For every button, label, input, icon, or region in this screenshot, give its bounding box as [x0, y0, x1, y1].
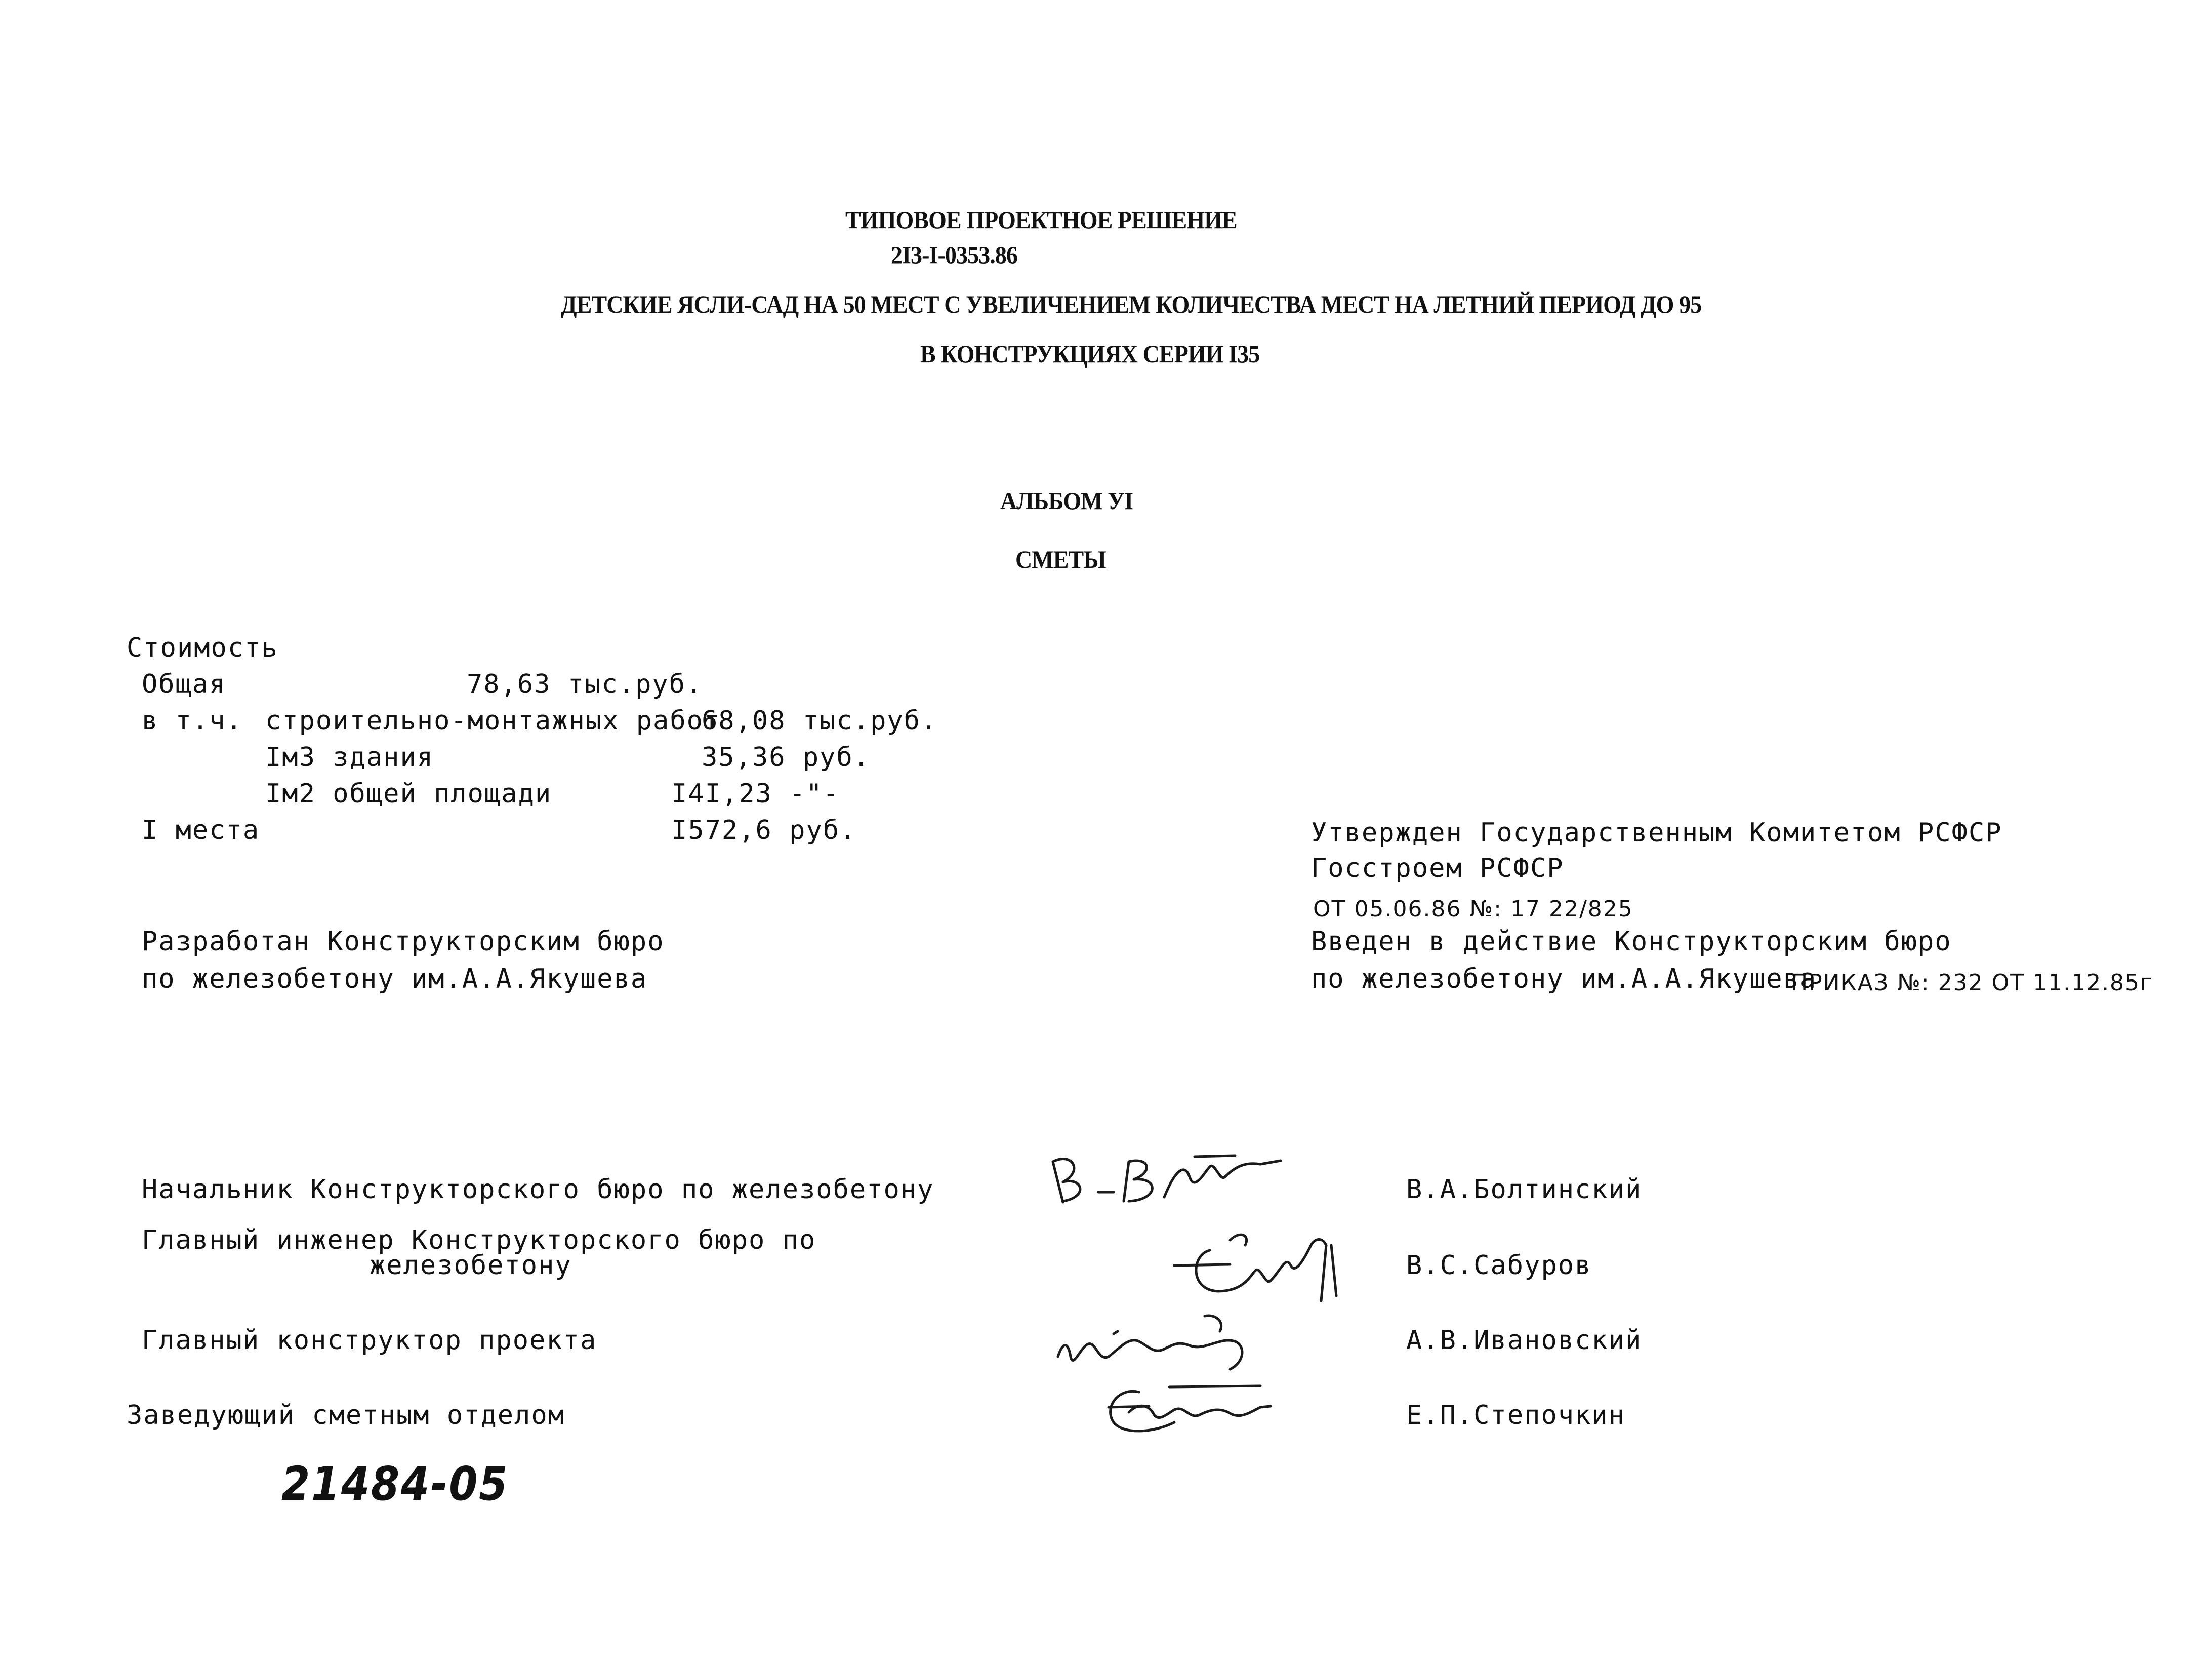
approval-line-2: Госстроем РСФСР [1311, 853, 1564, 883]
signature-saburov [1169, 1225, 1357, 1306]
signatory-name: Е.П.Степочкин [1406, 1400, 1625, 1431]
signatory-name: А.В.Ивановский [1406, 1325, 1643, 1356]
section-title: СМЕТЫ [1015, 545, 1106, 574]
document-number: 21484-05 [281, 1457, 509, 1511]
signatory-role: Главный конструктор проекта [142, 1325, 597, 1356]
signatory-role: Начальник Конструкторского бюро по железобетону [142, 1174, 934, 1205]
approval-order-note: ПРИКАЗ №: 232 ОТ 11.12.85г [1791, 970, 2153, 996]
developer-line-2: по железобетону им.А.А.Якушева [142, 964, 648, 994]
developer-line-1: Разработан Конструкторским бюро [142, 926, 665, 957]
cost-incl-desc: строительно-монтажных работ [265, 706, 721, 736]
cost-incl-value: 68,08 тыс.руб. [702, 706, 938, 736]
project-code: 2I3-I-0353.86 [891, 240, 1017, 269]
approval-line-3: Введен в действие Конструкторским бюро [1311, 926, 1952, 957]
cost-m2-label: Iм2 общей площади [265, 779, 552, 809]
album-number: АЛЬБОМ УI [1000, 486, 1133, 515]
cost-m3-value: 35,36 руб. [702, 742, 871, 772]
signature-stepochkin [1098, 1377, 1281, 1443]
project-title: ДЕТСКИЕ ЯСЛИ-САД НА 50 МЕСТ С УВЕЛИЧЕНИЕМ КОЛИЧЕСТВА МЕСТ НА ЛЕТНИЙ ПЕРИОД ДО 95 [561, 290, 1702, 318]
signatory-role: Главный инженер Конструкторского бюро по [142, 1225, 816, 1255]
signatory-role-continuation: железобетону [370, 1250, 572, 1281]
approval-line-1: Утвержден Государственным Комитетом РСФСР [1311, 818, 2002, 848]
approval-date-note: ОТ 05.06.86 №: 17 22/825 [1313, 896, 1633, 922]
signatory-name: В.А.Болтинский [1406, 1174, 1643, 1205]
signatory-role: Заведующий сметным отделом [127, 1400, 565, 1431]
approval-line-4: по железобетону им.А.А.Якушева [1311, 964, 1817, 994]
cost-m3-label: Iм3 здания [265, 742, 434, 772]
construction-series: В КОНСТРУКЦИЯХ СЕРИИ I35 [920, 340, 1260, 368]
signature-ivanovsky [1053, 1306, 1276, 1377]
signatory-name: В.С.Сабуров [1406, 1250, 1592, 1281]
document-type-heading: ТИПОВОЕ ПРОЕКТНОЕ РЕШЕНИЕ [845, 206, 1237, 234]
cost-place-value: I572,6 руб. [671, 815, 857, 845]
signature-boltinsky [1043, 1141, 1286, 1212]
cost-place-label: I места [142, 815, 260, 845]
cost-total-value: 78,63 тыс.руб. [467, 669, 703, 700]
cost-heading: Стоимость [127, 633, 278, 663]
cost-m2-value: I4I,23 -"- [671, 779, 840, 809]
cost-incl-label: в т.ч. [142, 706, 243, 736]
cost-total-label: Общая [142, 669, 226, 700]
